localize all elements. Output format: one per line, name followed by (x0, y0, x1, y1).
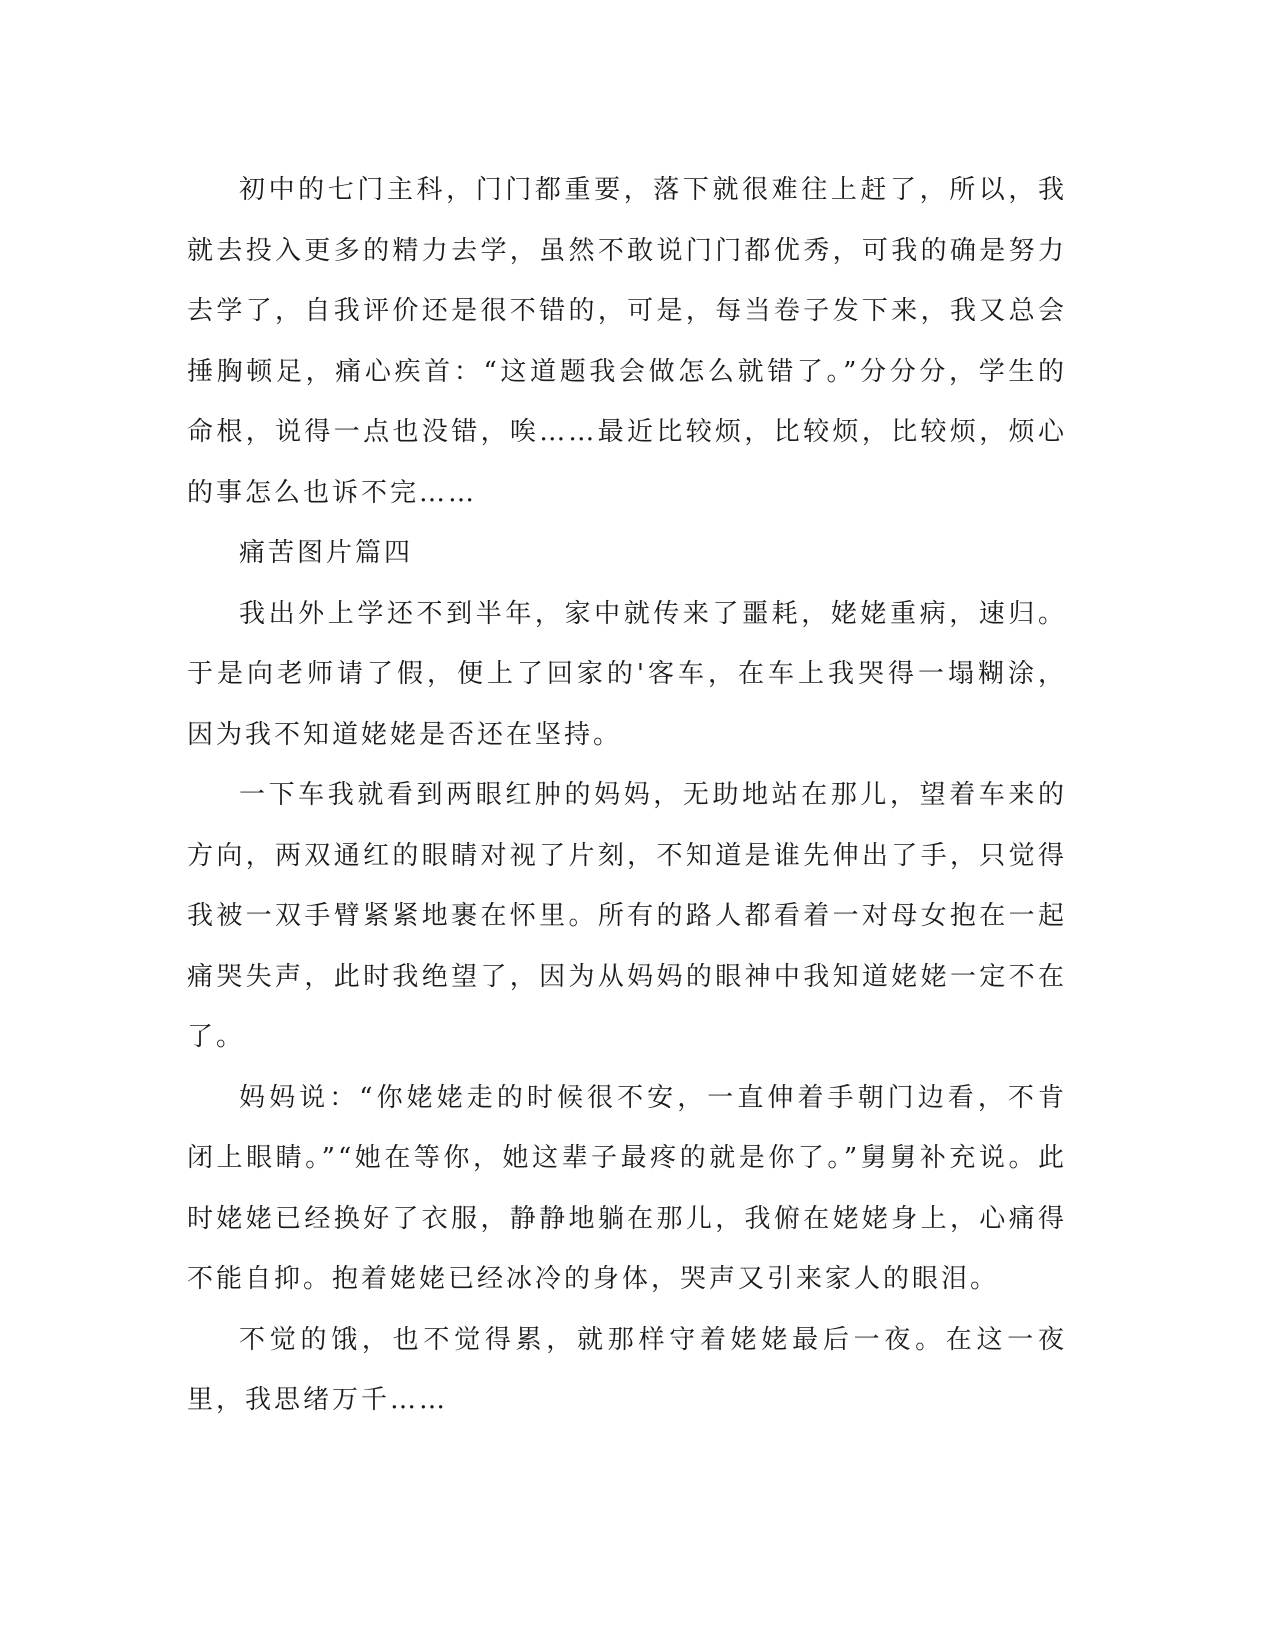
paragraph-bad-news: 我出外上学还不到半年，家中就传来了噩耗，姥姥重病，速归。于是向老师请了假，便上了回家的'客车，在车上我哭得一塌糊涂，因为我不知道姥姥是否还在坚持。 (187, 598, 1067, 750)
document-body (187, 160, 1067, 1431)
paragraph-mother-says: 妈妈说：“你姥姥走的时候很不安，一直伸着手朝门边看，不肯闭上眼睛。”“她在等你，她这辈子最疼的就是你了。”舅舅补充说。此时姥姥已经换好了衣服，静静地躺在那儿，我俯在姥姥身上，心痛得不能自抑。抱着姥姥已经冰冷的身体，哭声又引来家人的眼泪。 (187, 1082, 1067, 1294)
paragraph-study-pressure: 初中的七门主科，门门都重要，落下就很难往上赶了，所以，我就去投入更多的精力去学，虽然不敢说门门都优秀，可我的确是努力去学了，自我评价还是很不错的，可是，每当卷子发下来，我又总会捶胸顿足，痛心疾首：“这道题我会做怎么就错了。”分分分，学生的命根，说得一点也没错，唉……最近比较烦，比较烦，比较烦，烦心的事怎么也诉不完…… (187, 175, 1067, 508)
paragraph-meeting-mother: 一下车我就看到两眼红肿的妈妈，无助地站在那儿，望着车来的方向，两双通红的眼睛对视了片刻，不知道是谁先伸出了手，只觉得我被一双手臂紧紧地裹在怀里。所有的路人都看着一对母女抱在一起痛哭失声，此时我绝望了，因为从妈妈的眼神中我知道姥姥一定不在了。 (187, 780, 1067, 1052)
paragraph-last-night: 不觉的饿，也不觉得累，就那样守着姥姥最后一夜。在这一夜里，我思绪万千…… (187, 1324, 1067, 1415)
section-heading: 痛苦图片篇四 (239, 538, 414, 568)
